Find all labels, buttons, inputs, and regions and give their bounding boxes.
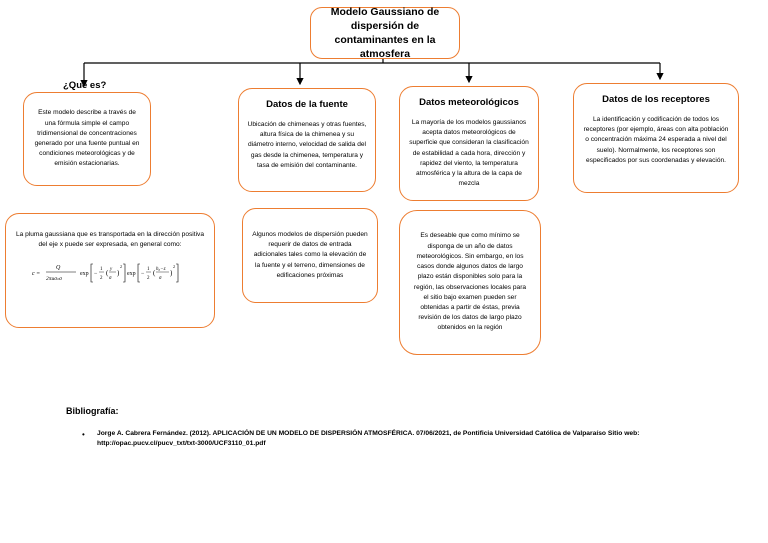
- main-title: Modelo Gaussiano de dispersión de contaminantes en la atmosfera: [330, 5, 440, 61]
- svg-text:1: 1: [147, 267, 150, 273]
- svg-text:2: 2: [120, 264, 122, 270]
- svg-text:2: 2: [100, 276, 103, 282]
- svg-text:σ: σ: [109, 276, 112, 282]
- receptores-title: Datos de los receptores: [602, 94, 710, 105]
- fuente-box: [238, 88, 376, 192]
- bibliografia-entry: Jorge A. Cabrera Fernández. (2012). APLICACIÓN DE UN MODELO DE DISPERSIÓN ATMOSFÉRICA. 07/06/2021, de Pontificia Universidad Católica de Valparaíso Sitio web: http://opac.pucv.cl/pucv_txt/txt-3000/UCF3110_01.pdf: [97, 430, 640, 448]
- formula-graphic: [30, 260, 190, 286]
- meteo-title: Datos meteorológicos: [419, 97, 519, 108]
- svg-text:(: (: [106, 269, 109, 278]
- bibliografia-title: Bibliografía:: [66, 406, 119, 416]
- svg-text:y: y: [110, 267, 113, 273]
- pluma-box: [5, 213, 215, 328]
- svg-text:): ): [117, 269, 120, 278]
- bullet-icon: •: [82, 430, 85, 439]
- svg-text:σ: σ: [159, 276, 162, 282]
- svg-text:−: −: [94, 271, 98, 278]
- que-es-text: Este modelo describe a través de una fórmula simple el campo tridimensional de concentraciones generado por una fuente puntual en condiciones meteorológicas y de emisión estacionarias.: [34, 109, 140, 168]
- svg-text:): ): [170, 269, 173, 278]
- meteo-text: La mayoría de los modelos gaussianos acepta datos meteorológicos de superficie que consideran la clasificación de estabilidad a cada hora, dirección y rapidez del viento, la temperatura atmosférica y la altura de la capa de mezcla: [409, 119, 529, 188]
- fuente-extra-box: [242, 208, 378, 303]
- svg-text:2πuσₙσ: 2πuσₙσ: [46, 276, 62, 283]
- svg-text:−: −: [141, 271, 145, 278]
- meteo-box: [399, 86, 539, 201]
- fuente-extra-text: Algunos modelos de dispersión pueden requerir de datos de entrada adicionales tales como la elevación de la fuente y el terreno, dimensiones de edificaciones próximas: [252, 230, 368, 279]
- receptores-text: La identificación y codificación de todos los receptores (por ejemplo, áreas con alta población o concentración máxima 24 esperada a nivel del suelo). Normalmente, los receptores son especificados por sus coordenadas y elevación.: [583, 116, 729, 164]
- svg-text:h₀−z: h₀−z: [156, 267, 166, 273]
- svg-text:(: (: [153, 269, 156, 278]
- svg-text:exp: exp: [80, 271, 89, 278]
- pluma-text: La pluma gaussiana que es transportada en la dirección positiva del eje x puede ser expresada, en general como:: [15, 231, 205, 249]
- svg-text:exp: exp: [127, 271, 136, 278]
- que-es-box: [23, 92, 151, 186]
- svg-text:2: 2: [173, 264, 175, 270]
- gaussian-formula: [14, 260, 206, 291]
- meteo-extra-box: [399, 210, 541, 355]
- receptores-box: [573, 83, 739, 193]
- main-title-box: [310, 7, 460, 59]
- que-es-label: ¿Que es?: [63, 80, 107, 91]
- svg-text:2: 2: [147, 276, 150, 282]
- svg-text:Q: Q: [56, 265, 61, 272]
- fuente-text: Ubicación de chimeneas y otras fuentes, altura física de la chimenea y su diámetro interno, velocidad de salida del gas desde la chimenea, temperatura y tasa de emisión del contaminante.: [247, 121, 367, 169]
- svg-text:c =: c =: [32, 271, 41, 278]
- svg-text:1: 1: [100, 267, 103, 273]
- fuente-title: Datos de la fuente: [266, 99, 348, 110]
- meteo-extra-text: Es deseable que como mínimo se disponga de un año de datos meteorológicos. Sin embargo, en los casos donde algunos datos de largo plazo están disponibles solo para la región, las observaciones locales para el sitio bajo examen pueden ser obtenidas a partir de éstas, previa revisión de los datos de largo plazo obtenidos en la región: [413, 232, 527, 332]
